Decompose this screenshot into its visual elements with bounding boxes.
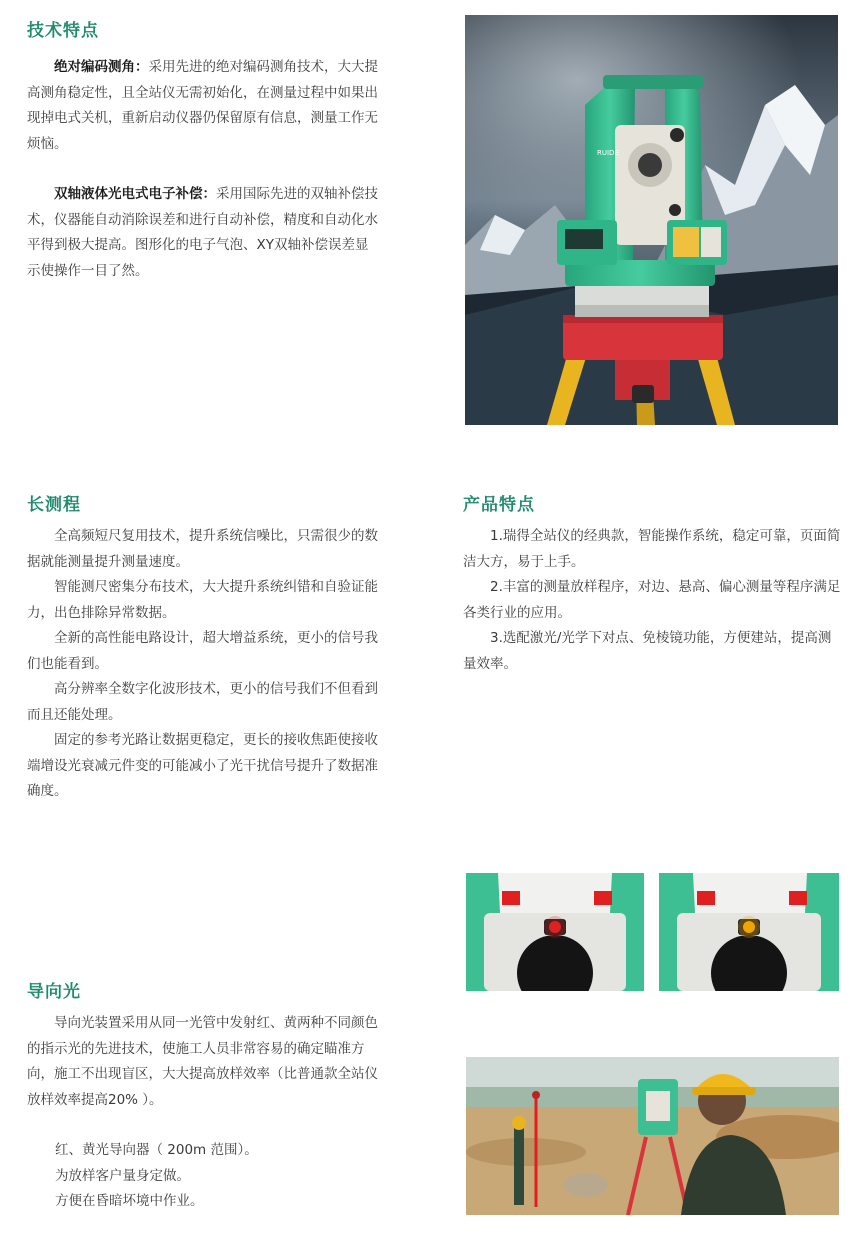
tech-compensation-title: 双轴液体光电式电子补偿： (54, 186, 216, 202)
section-heading-range: 长测程 (27, 495, 81, 515)
guide-line: 为放样客户量身定做。 (55, 1167, 190, 1184)
field-survey-photo (466, 1057, 839, 1215)
brand-label: RUIDE (597, 149, 619, 157)
range-paragraph: 固定的参考光路让数据更稳定，更长的接收焦距使接收端增设光衰减元件变的可能减小了光干扰信号提升了数据准确度。 (27, 732, 378, 799)
field-survey-illustration (466, 1057, 839, 1215)
guide-light-red-photo (466, 873, 644, 991)
section-heading-tech: 技术特点 (27, 21, 99, 41)
section-heading-guide: 导向光 (27, 982, 81, 1002)
tech-compensation-text: 采用国际先进的双轴补偿技术，仪器能自动消除误差和进行自动补偿，精度和自动化水平得到极大提高。图形化的电子气泡、XY双轴补偿误差显示使操作一目了然。 (27, 186, 378, 279)
range-paragraph: 全高频短尺复用技术，提升系统信噪比，只需很少的数据就能测量提升测量速度。 (27, 528, 378, 570)
tech-encoder-text: 采用先进的绝对编码测角技术，大大提高测角稳定性，且全站仪无需初始化，在测量过程中如果出现掉电式关机，重新启动仪器仍保留原有信息，测量工作无烦恼。 (27, 59, 378, 152)
tech-paragraph-encoder (27, 55, 379, 157)
tech-block (27, 55, 379, 284)
section-heading-product: 产品特点 (463, 495, 535, 515)
product-block (463, 524, 841, 677)
guide-line: 方便在昏暗坏境中作业。 (55, 1193, 204, 1209)
range-paragraph: 高分辨率全数字化波形技术，更小的信号我们不但看到而且还能处理。 (27, 681, 378, 723)
product-feature-item: 2.丰富的测量放样程序，对边、悬高、偏心测量等程序满足各类行业的应用。 (463, 579, 841, 621)
hero-photo-total-station (465, 15, 838, 425)
product-feature-item: 3.选配激光/光学下对点、免棱镜功能，方便建站，提高测量效率。 (463, 630, 832, 672)
guide-paragraph: 导向光装置采用从同一光管中发射红、黄两种不同颜色的指示光的先进技术，使施工人员非常容易的确定瞄准方向，施工不出现盲区，大大提高放样效率（比普通款全站仪放样效率提高20% ）。 (27, 1015, 378, 1108)
guide-block (27, 1011, 379, 1215)
product-feature-item: 1.瑞得全站仪的经典款，智能操作系统，稳定可靠，页面简洁大方，易于上手。 (463, 528, 841, 570)
tech-paragraph-compensation (27, 182, 379, 284)
tech-encoder-title: 绝对编码测角： (54, 59, 149, 75)
range-paragraph: 智能测尺密集分布技术，大大提升系统纠错和自验证能力，出色排除异常数据。 (27, 579, 378, 621)
guide-light-yellow-photo (659, 873, 839, 991)
guide-light-yellow-illustration (659, 873, 839, 991)
range-block (27, 524, 379, 805)
hero-photo-illustration (465, 15, 838, 425)
guide-light-red-illustration (466, 873, 644, 991)
guide-line: 红、黄光导向器（ 200m 范围）。 (55, 1142, 258, 1158)
range-paragraph: 全新的高性能电路设计，超大增益系统，更小的信号我们也能看到。 (27, 630, 378, 672)
